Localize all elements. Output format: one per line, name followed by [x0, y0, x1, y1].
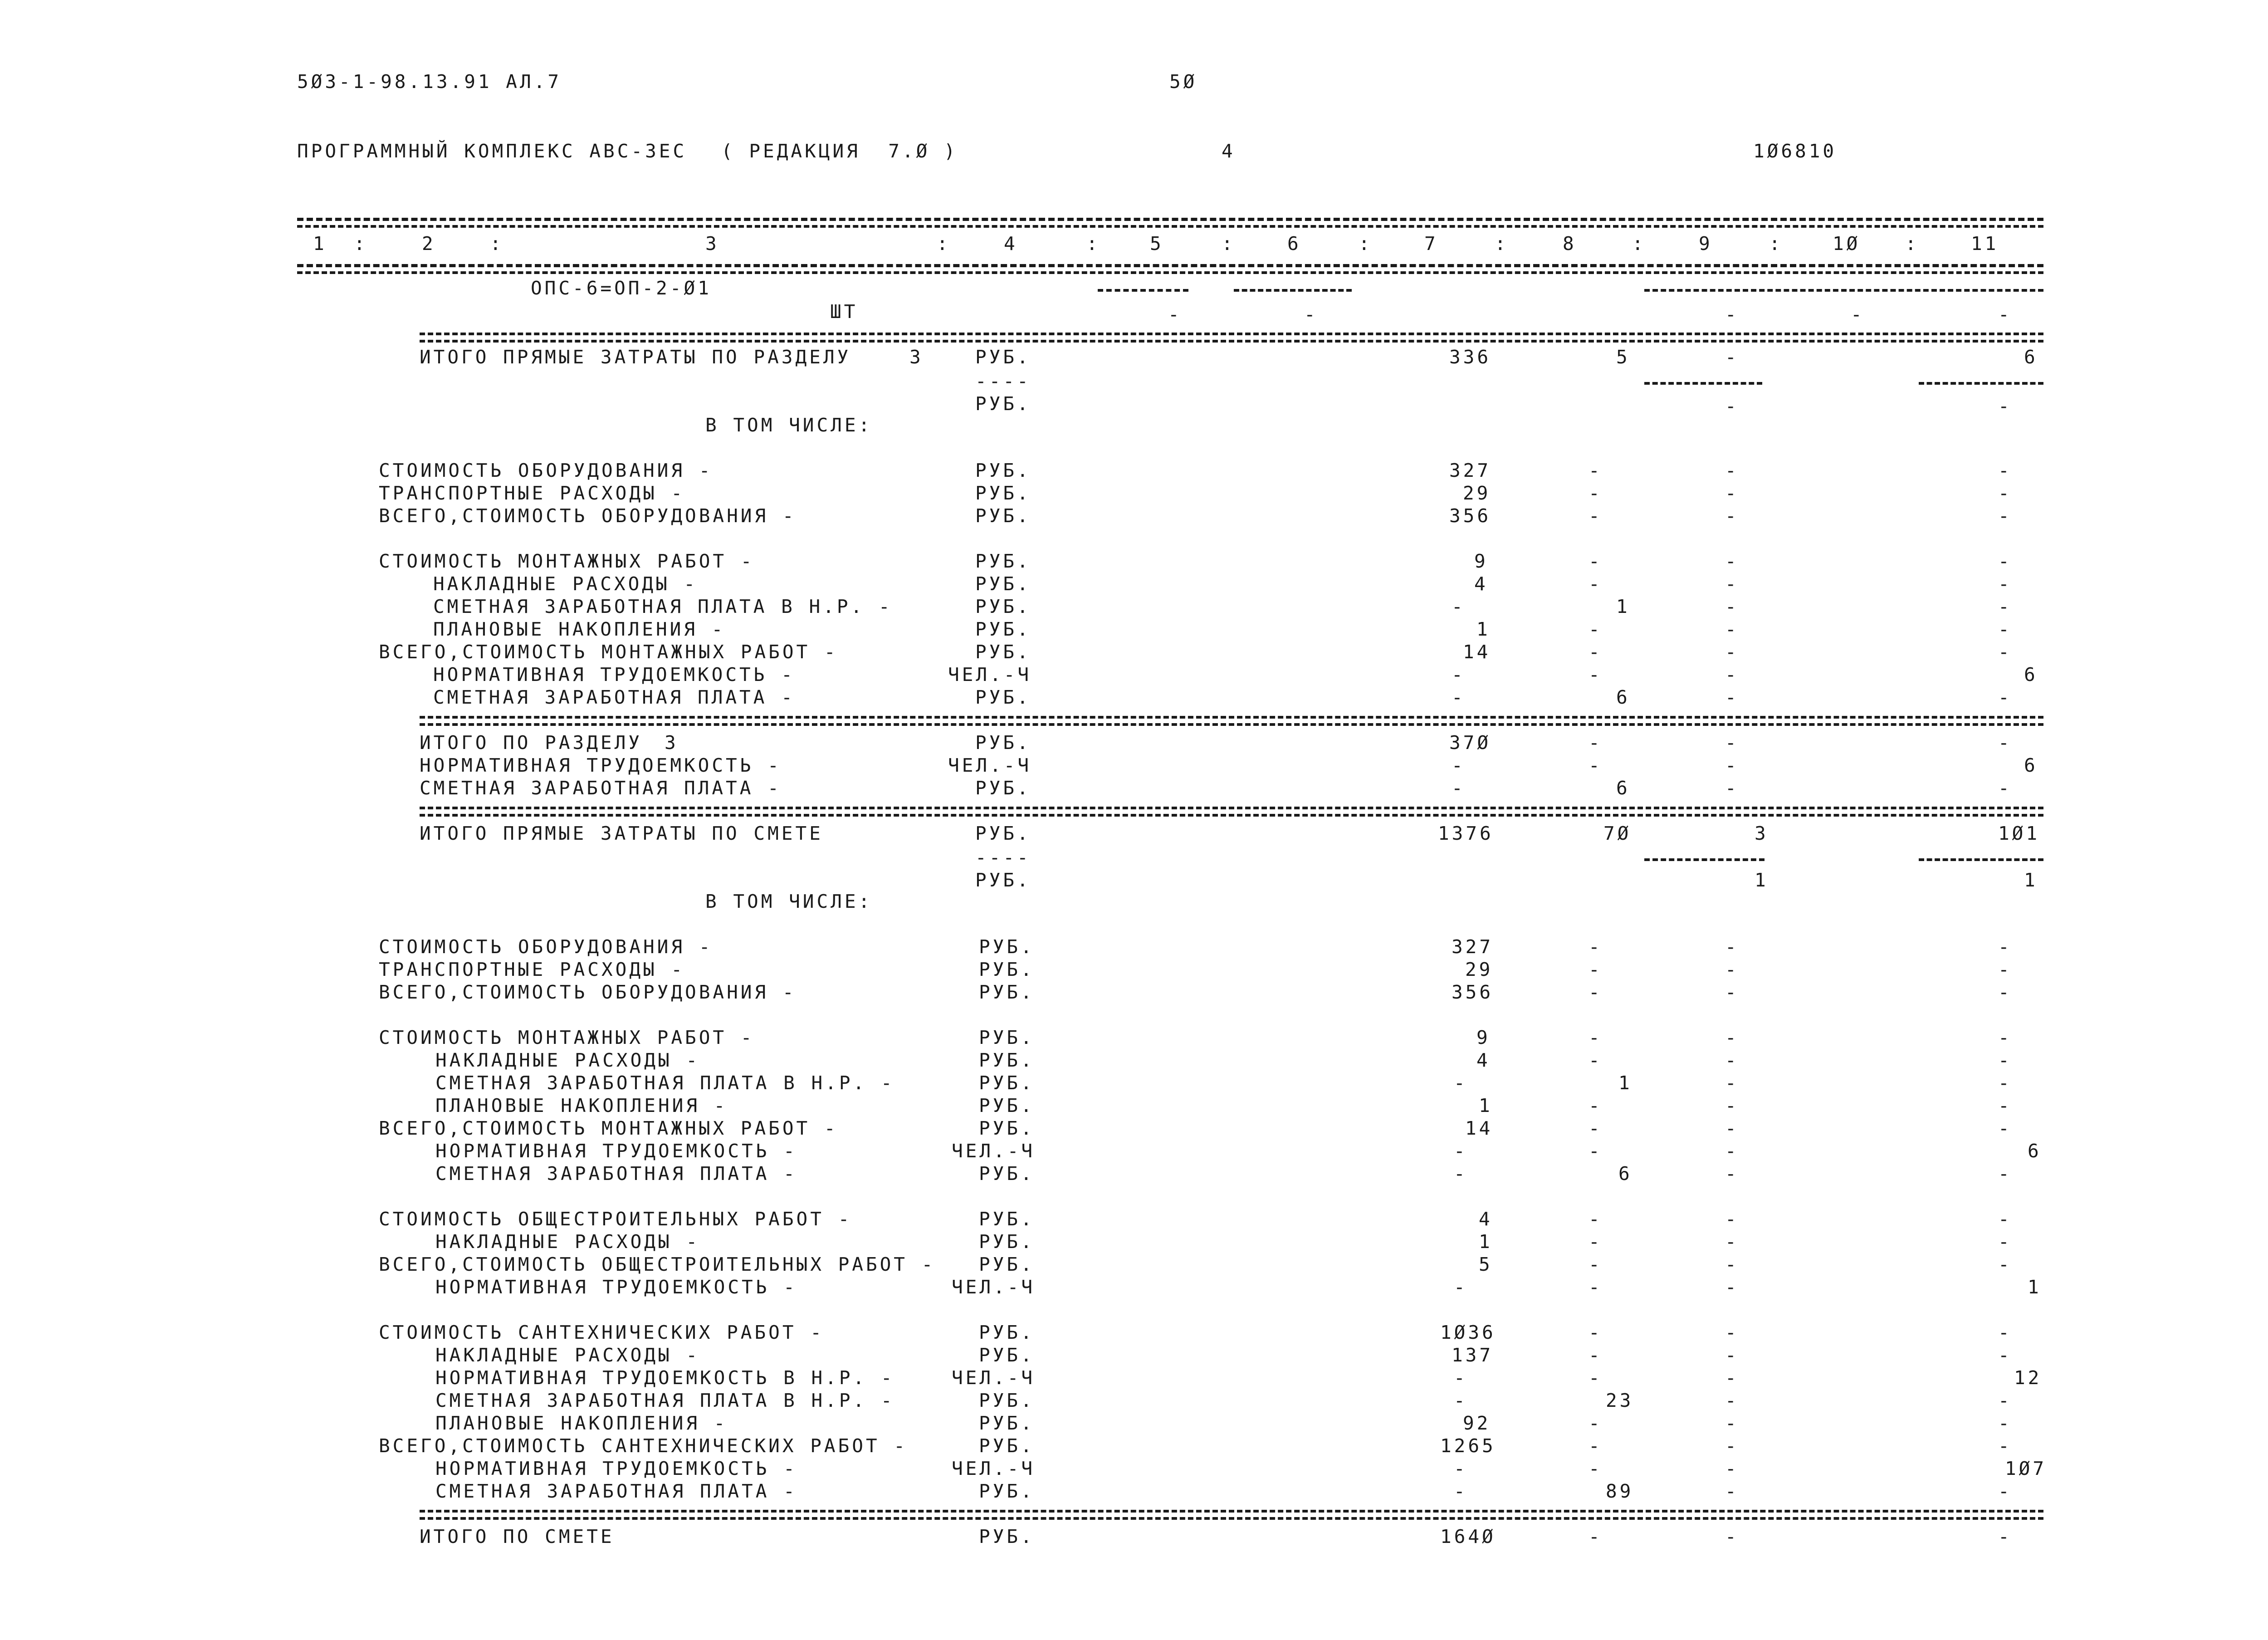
column-number: 11 [1971, 233, 1999, 255]
col-8-value: - [1589, 460, 1603, 481]
col-11-value: 1Ø7 [2005, 1458, 2047, 1479]
col-9-value: - [1725, 1526, 1739, 1547]
col-9-value: - [1725, 1458, 1739, 1479]
column-11-rule [1919, 382, 2043, 385]
col-11-value: - [1998, 1412, 2012, 1434]
col-9-value: - [1725, 1322, 1739, 1343]
row-name: ВСЕГО,СТОИМОСТЬ ОБЩЕСТРОИТЕЛЬНЫХ РАБОТ - [379, 1253, 936, 1275]
col-8-value: - [1589, 664, 1603, 685]
col-7-value: 5 [1479, 1253, 1493, 1275]
col-9-value: - [1725, 1140, 1739, 1162]
col-8-value: - [1589, 573, 1603, 595]
col-8-value: - [1589, 1231, 1603, 1253]
col-8-value: - [1589, 1027, 1603, 1048]
col-7-value: 1Ø36 [1440, 1322, 1496, 1343]
column-separator: : [490, 233, 504, 255]
col-9-value: - [1725, 482, 1739, 504]
section-rule-2 [420, 1517, 2043, 1520]
col-11-value: - [1998, 777, 2012, 799]
col-7-value: 4 [1476, 1049, 1491, 1071]
row-unit: РУБ. [979, 1480, 1035, 1502]
column-separator: : [1905, 233, 1919, 255]
col-7-value: - [1454, 1390, 1468, 1411]
col-7-value: 9 [1474, 550, 1488, 572]
row-unit: ЧЕЛ.-Ч [952, 1458, 1036, 1479]
col-9-value: - [1725, 1049, 1739, 1071]
row-unit: РУБ. [975, 393, 1031, 415]
row-unit: РУБ. [979, 1322, 1035, 1343]
row-unit: ШТ [830, 301, 858, 323]
row-name: ИТОГО ПРЯМЫЕ ЗАТРАТЫ ПО СМЕТЕ [420, 822, 823, 844]
row-section-number: 3 [665, 732, 679, 754]
row-unit: РУБ. [975, 777, 1031, 799]
header-bottom-rule-2 [297, 271, 2043, 274]
col-7-value: - [1454, 1480, 1468, 1502]
col-9-value: - [1725, 1412, 1739, 1434]
row-name: ТРАНСПОРТНЫЕ РАСХОДЫ - [379, 959, 685, 980]
col-11-value: - [1998, 304, 2012, 325]
col-9-value: - [1725, 1390, 1739, 1411]
row-name: НОРМАТИВНАЯ ТРУДОЕМКОСТЬ - [435, 1140, 797, 1162]
col-9-value: - [1725, 641, 1739, 663]
col-9-value: - [1725, 550, 1739, 572]
column-5-rule [1098, 289, 1188, 292]
row-name: СМЕТНАЯ ЗАРАБОТНАЯ ПЛАТА - [435, 1480, 797, 1502]
row-name: СМЕТНАЯ ЗАРАБОТНАЯ ПЛАТА - [433, 686, 795, 708]
col-11-value: - [1998, 1049, 2012, 1071]
col-8-value: - [1589, 1253, 1603, 1275]
col-11-value: 6 [2024, 664, 2038, 685]
row-name: НАКЛАДНЫЕ РАСХОДЫ - [435, 1231, 700, 1253]
col-11-value: - [1998, 732, 2012, 754]
column-9-rule [1644, 858, 1765, 861]
row-name: СТОИМОСТЬ МОНТАЖНЫХ РАБОТ - [379, 550, 755, 572]
row-name: ПЛАНОВЫЕ НАКОПЛЕНИЯ - [435, 1095, 728, 1116]
row-unit: ЧЕЛ.-Ч [952, 1367, 1036, 1389]
col-8-value: 6 [1616, 777, 1630, 799]
row-unit: РУБ. [975, 550, 1031, 572]
col-9-value: - [1725, 1480, 1739, 1502]
document-code: 5Ø3-1-98.13.91 АЛ.7 [297, 71, 562, 93]
subsection-heading: В ТОМ ЧИСЛЕ: [705, 891, 873, 912]
col-9-value: - [1725, 1435, 1739, 1457]
col-7-value: 327 [1452, 936, 1494, 958]
row-name: НАКЛАДНЫЕ РАСХОДЫ - [433, 573, 698, 595]
row-unit: РУБ. [979, 1049, 1035, 1071]
row-unit: РУБ. [979, 936, 1035, 958]
row-unit-separator: ---- [975, 847, 1031, 868]
row-name: ИТОГО ПО СМЕТЕ [420, 1526, 615, 1547]
column-11-rule [1919, 858, 2043, 861]
col-9-value: - [1725, 460, 1739, 481]
col-7-value: 92 [1463, 1412, 1491, 1434]
col-11-value: - [1998, 618, 2012, 640]
col-9-value: - [1725, 1231, 1739, 1253]
row-unit: РУБ. [975, 460, 1031, 481]
col-11-value: - [1998, 1208, 2012, 1230]
row-name: СТОИМОСТЬ САНТЕХНИЧЕСКИХ РАБОТ - [379, 1322, 824, 1343]
col-8-value: - [1589, 1049, 1603, 1071]
row-unit: РУБ. [979, 1435, 1035, 1457]
col-7-value: 37Ø [1449, 732, 1491, 754]
col-7-value: 29 [1465, 959, 1493, 980]
col-8-value: - [1589, 1412, 1603, 1434]
col-8-value: - [1589, 754, 1603, 776]
col-9-value: - [1725, 346, 1739, 368]
row-name: ПЛАНОВЫЕ НАКОПЛЕНИЯ - [433, 618, 726, 640]
row-unit: РУБ. [979, 1208, 1035, 1230]
page-number: 5Ø [1169, 71, 1198, 93]
row-unit: РУБ. [979, 1117, 1035, 1139]
column-number: 2 [422, 233, 436, 255]
section-rule [420, 716, 2043, 719]
col-8-value: - [1589, 505, 1603, 527]
col-9-value: - [1725, 596, 1739, 617]
row-name: НАКЛАДНЫЕ РАСХОДЫ - [435, 1049, 700, 1071]
col-7-value: 9 [1476, 1027, 1491, 1048]
row-name: СМЕТНАЯ ЗАРАБОТНАЯ ПЛАТА В Н.Р. - [433, 596, 893, 617]
header-top-rule-2 [297, 225, 2043, 228]
row-unit: РУБ. [979, 1027, 1035, 1048]
col-9-value: - [1725, 1095, 1739, 1116]
row-unit: РУБ. [975, 346, 1031, 368]
col-9-value: - [1725, 686, 1739, 708]
col-7-value: 14 [1465, 1117, 1493, 1139]
col-11-value: 12 [2014, 1367, 2042, 1389]
column-number: 9 [1699, 233, 1713, 255]
column-number: 4 [1004, 233, 1018, 255]
col-11-value: 6 [2024, 754, 2038, 776]
row-unit: ЧЕЛ.-Ч [948, 664, 1032, 685]
col-7-value: 164Ø [1440, 1526, 1496, 1547]
column-number: 6 [1287, 233, 1301, 255]
col-8-value: - [1589, 1095, 1603, 1116]
col-7-value: 1 [1479, 1231, 1493, 1253]
col-9-value: - [1725, 573, 1739, 595]
row-unit: РУБ. [979, 1344, 1035, 1366]
column-number: 3 [705, 233, 719, 255]
row-unit: РУБ. [975, 618, 1031, 640]
row-name: НОРМАТИВНАЯ ТРУДОЕМКОСТЬ В Н.Р. - [435, 1367, 895, 1389]
col-8-value: - [1589, 1276, 1603, 1298]
row-name: ИТОГО ПРЯМЫЕ ЗАТРАТЫ ПО РАЗДЕЛУ [420, 346, 851, 368]
row-unit: РУБ. [979, 1390, 1035, 1411]
column-9-rule [1644, 382, 1762, 385]
column-number: 1 [313, 233, 327, 255]
col-11-value: 6 [2028, 1140, 2042, 1162]
col-7-value: 4 [1479, 1208, 1493, 1230]
row-unit: РУБ. [979, 981, 1035, 1003]
col-9-value: - [1725, 1072, 1739, 1094]
row-name: НОРМАТИВНАЯ ТРУДОЕМКОСТЬ - [420, 754, 782, 776]
col-8-value: 89 [1606, 1480, 1634, 1502]
col-7-value: 4 [1474, 573, 1488, 595]
col-9-value: - [1725, 1276, 1739, 1298]
column-number: 7 [1424, 233, 1438, 255]
col-7-value: - [1454, 1140, 1468, 1162]
col-7-value: 29 [1463, 482, 1491, 504]
column-separator: : [1495, 233, 1509, 255]
row-unit: ЧЕЛ.-Ч [952, 1140, 1036, 1162]
col-11-value: - [1998, 1390, 2012, 1411]
col-9-value: - [1725, 1027, 1739, 1048]
row-unit: ЧЕЛ.-Ч [952, 1276, 1036, 1298]
col-11-value: - [1998, 641, 2012, 663]
column-separator: : [937, 233, 951, 255]
row-name: ВСЕГО,СТОИМОСТЬ САНТЕХНИЧЕСКИХ РАБОТ - [379, 1435, 908, 1457]
col-5-value: - [1168, 304, 1182, 325]
row-name: ВСЕГО,СТОИМОСТЬ МОНТАЖНЫХ РАБОТ - [379, 1117, 838, 1139]
col-11-value: 1 [2024, 869, 2038, 891]
col-8-value: - [1589, 732, 1603, 754]
col-11-value: - [1998, 505, 2012, 527]
col-11-value: 6 [2024, 346, 2038, 368]
col-11-value: - [1998, 1072, 2012, 1094]
col-11-value: - [1998, 1480, 2012, 1502]
col-11-value: - [1998, 1163, 2012, 1185]
col-11-value: - [1998, 981, 2012, 1003]
col-8-value: 6 [1616, 686, 1630, 708]
col-8-value: - [1589, 1526, 1603, 1547]
subsection-heading: В ТОМ ЧИСЛЕ: [705, 414, 873, 436]
col-7-value: - [1454, 1072, 1468, 1094]
row-name: СТОИМОСТЬ ОБОРУДОВАНИЯ - [379, 460, 713, 481]
col-8-value: - [1589, 618, 1603, 640]
column-number: 8 [1563, 233, 1577, 255]
row-section-number: 3 [909, 346, 924, 368]
col-8-value: 1 [1616, 596, 1630, 617]
col-11-value: - [1998, 482, 2012, 504]
row-unit: РУБ. [975, 732, 1031, 754]
col-9-value: 3 [1755, 822, 1769, 844]
col-8-value: - [1589, 1117, 1603, 1139]
column-separator: : [1086, 233, 1100, 255]
column-number: 5 [1150, 233, 1164, 255]
row-name: СМЕТНАЯ ЗАРАБОТНАЯ ПЛАТА В Н.Р. - [435, 1390, 895, 1411]
row-unit: РУБ. [975, 869, 1031, 891]
column-separator: : [1632, 233, 1646, 255]
col-9-value: - [1725, 505, 1739, 527]
col-11-value: - [1998, 395, 2012, 417]
row-name: НОРМАТИВНАЯ ТРУДОЕМКОСТЬ - [433, 664, 795, 685]
row-name: ПЛАНОВЫЕ НАКОПЛЕНИЯ - [435, 1412, 728, 1434]
col-8-value: - [1589, 550, 1603, 572]
row-name: НАКЛАДНЫЕ РАСХОДЫ - [435, 1344, 700, 1366]
row-name: СМЕТНАЯ ЗАРАБОТНАЯ ПЛАТА В Н.Р. - [435, 1072, 895, 1094]
col-9-value: 1 [1755, 869, 1769, 891]
col-8-value: - [1589, 482, 1603, 504]
col-11-value: - [1998, 1344, 2012, 1366]
col-9-value: - [1725, 304, 1739, 325]
col-11-value: - [1998, 550, 2012, 572]
col-11-value: - [1998, 573, 2012, 595]
col-9-value: - [1725, 1163, 1739, 1185]
col-11-value: - [1998, 1253, 2012, 1275]
col-9-value: - [1725, 395, 1739, 417]
col-8-value: - [1589, 1208, 1603, 1230]
section-rule [420, 1510, 2043, 1513]
col-7-value: 1 [1479, 1095, 1493, 1116]
column-separator: : [354, 233, 368, 255]
col-7-value: 1 [1476, 618, 1491, 640]
row-name: СТОИМОСТЬ ОБОРУДОВАНИЯ - [379, 936, 713, 958]
row-unit: РУБ. [975, 822, 1031, 844]
col-7-value: - [1452, 686, 1466, 708]
col-9-value: - [1725, 732, 1739, 754]
row-unit: РУБ. [979, 1095, 1035, 1116]
col-8-value: 6 [1618, 1163, 1633, 1185]
col-6-value: - [1304, 304, 1318, 325]
object-code: 1Ø6810 [1753, 140, 1837, 162]
col-9-value: - [1725, 981, 1739, 1003]
row-unit: РУБ. [979, 959, 1035, 980]
col-8-value: 5 [1616, 346, 1630, 368]
col-9-value: - [1725, 664, 1739, 685]
col-11-value: - [1998, 1526, 2012, 1547]
col-8-value: 1 [1618, 1072, 1633, 1094]
col-9-value: - [1725, 1367, 1739, 1389]
col-11-value: - [1998, 1322, 2012, 1343]
col-7-value: - [1454, 1276, 1468, 1298]
col-9-value: - [1725, 754, 1739, 776]
col-8-value: - [1589, 936, 1603, 958]
col-8-value: - [1589, 1435, 1603, 1457]
row-unit: РУБ. [979, 1412, 1035, 1434]
sheet-number: 4 [1222, 140, 1236, 162]
col-11-value: - [1998, 1095, 2012, 1116]
header-top-rule [297, 218, 2043, 221]
row-unit: ЧЕЛ.-Ч [948, 754, 1032, 776]
row-name: ТРАНСПОРТНЫЕ РАСХОДЫ - [379, 482, 685, 504]
section-rule-2 [420, 340, 2043, 343]
row-unit: РУБ. [975, 573, 1031, 595]
row-name: СТОИМОСТЬ МОНТАЖНЫХ РАБОТ - [379, 1027, 755, 1048]
col-11-value: - [1998, 1027, 2012, 1048]
row-name: ВСЕГО,СТОИМОСТЬ ОБОРУДОВАНИЯ - [379, 505, 797, 527]
row-unit: РУБ. [975, 641, 1031, 663]
col-9-value: - [1725, 936, 1739, 958]
col-7-value: 1376 [1438, 822, 1494, 844]
columns-9-11-rule [1644, 289, 2043, 292]
section-rule-2 [420, 814, 2043, 817]
col-8-value: - [1589, 981, 1603, 1003]
row-unit: РУБ. [975, 505, 1031, 527]
row-unit: РУБ. [975, 482, 1031, 504]
row-unit: РУБ. [975, 596, 1031, 617]
row-name: НОРМАТИВНАЯ ТРУДОЕМКОСТЬ - [435, 1458, 797, 1479]
col-11-value: 1 [2028, 1276, 2042, 1298]
row-name: СМЕТНАЯ ЗАРАБОТНАЯ ПЛАТА - [420, 777, 782, 799]
program-edition: ( РЕДАКЦИЯ 7.Ø ) [721, 140, 958, 162]
row-name: ВСЕГО,СТОИМОСТЬ ОБОРУДОВАНИЯ - [379, 981, 797, 1003]
row-name: НОРМАТИВНАЯ ТРУДОЕМКОСТЬ - [435, 1276, 797, 1298]
col-7-value: - [1452, 596, 1466, 617]
col-8-value: 7Ø [1603, 822, 1632, 844]
row-unit: РУБ. [979, 1253, 1035, 1275]
col-7-value: - [1452, 777, 1466, 799]
col-11-value: - [1998, 936, 2012, 958]
col-8-value: - [1589, 1140, 1603, 1162]
row-unit: РУБ. [979, 1231, 1035, 1253]
col-7-value: 14 [1463, 641, 1491, 663]
col-8-value: - [1589, 641, 1603, 663]
section-rule-2 [420, 723, 2043, 726]
col-11-value: - [1998, 460, 2012, 481]
col-9-value: - [1725, 1208, 1739, 1230]
col-7-value: 137 [1452, 1344, 1494, 1366]
col-9-value: - [1725, 1253, 1739, 1275]
column-separator: : [1359, 233, 1373, 255]
col-11-value: - [1998, 596, 2012, 617]
header-bottom-rule [297, 264, 2043, 267]
col-8-value: - [1589, 1344, 1603, 1366]
section-rule [420, 333, 2043, 335]
col-7-value: 327 [1449, 460, 1491, 481]
col-9-value: - [1725, 959, 1739, 980]
column-separator: : [1222, 233, 1236, 255]
col-11-value: - [1998, 1117, 2012, 1139]
section-rule [420, 807, 2043, 809]
program-name: ПРОГРАММНЫЙ КОМПЛЕКС АВС-3ЕС [297, 140, 687, 162]
col-9-value: - [1725, 1344, 1739, 1366]
col-11-value: 1Ø1 [1998, 822, 2040, 844]
col-7-value: 1265 [1440, 1435, 1496, 1457]
col-7-value: 356 [1449, 505, 1491, 527]
col-11-value: - [1998, 1231, 2012, 1253]
row-unit: РУБ. [979, 1163, 1035, 1185]
col-7-value: 356 [1452, 981, 1494, 1003]
col-9-value: - [1725, 777, 1739, 799]
col-7-value: - [1452, 754, 1466, 776]
row-unit: РУБ. [975, 686, 1031, 708]
row-unit: РУБ. [979, 1526, 1035, 1547]
col-7-value: - [1454, 1458, 1468, 1479]
row-unit: РУБ. [979, 1072, 1035, 1094]
row-name: СМЕТНАЯ ЗАРАБОТНАЯ ПЛАТА - [435, 1163, 797, 1185]
col-11-value: - [1998, 686, 2012, 708]
col-8-value: - [1589, 1322, 1603, 1343]
col-7-value: 336 [1449, 346, 1491, 368]
col-9-value: - [1725, 618, 1739, 640]
col-8-value: 23 [1606, 1390, 1634, 1411]
col-11-value: - [1998, 959, 2012, 980]
col-8-value: - [1589, 1367, 1603, 1389]
col-9-value: - [1725, 1117, 1739, 1139]
col-8-value: - [1589, 1458, 1603, 1479]
row-name: ИТОГО ПО РАЗДЕЛУ [420, 732, 642, 754]
column-separator: : [1769, 233, 1783, 255]
row-name: СТОИМОСТЬ ОБЩЕСТРОИТЕЛЬНЫХ РАБОТ - [379, 1208, 852, 1230]
row-name: ОПС-6=ОП-2-Ø1 [531, 277, 712, 299]
col-7-value: - [1454, 1367, 1468, 1389]
column-number: 1Ø [1833, 233, 1861, 255]
row-unit-separator: ---- [975, 370, 1031, 392]
col-10-value: - [1851, 304, 1865, 325]
column-6-rule [1234, 289, 1352, 292]
col-7-value: - [1452, 664, 1466, 685]
row-name: ВСЕГО,СТОИМОСТЬ МОНТАЖНЫХ РАБОТ - [379, 641, 838, 663]
col-7-value: - [1454, 1163, 1468, 1185]
col-11-value: - [1998, 1435, 2012, 1457]
col-8-value: - [1589, 959, 1603, 980]
